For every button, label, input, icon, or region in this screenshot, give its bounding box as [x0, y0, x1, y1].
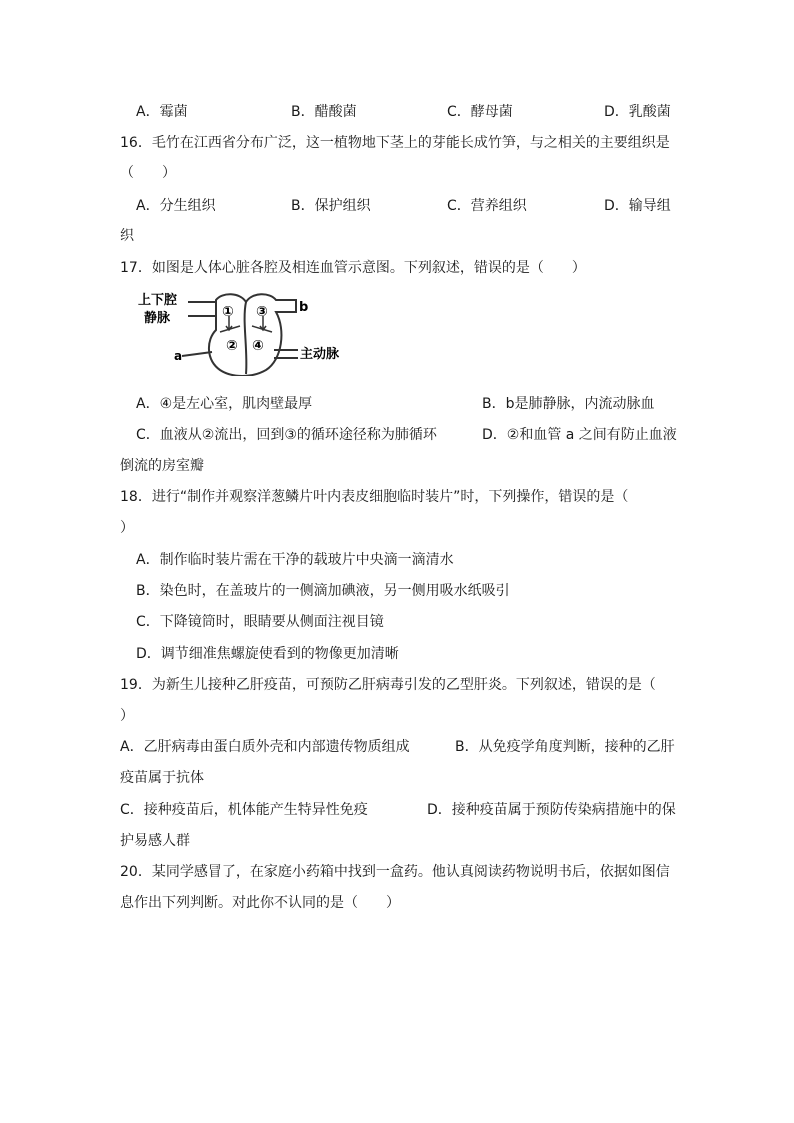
- q17-option-a: A．④是左心室，肌肉壁最厚: [136, 396, 313, 412]
- q18-option-b: B．染色时，在盖玻片的一侧滴加碘液，另一侧用吸水纸吸引: [136, 583, 510, 599]
- label-a: a: [174, 349, 183, 363]
- chamber-1: ①: [222, 304, 234, 320]
- vessel-a: [182, 352, 212, 356]
- heart-diagram: [136, 290, 364, 376]
- q16-option-d: D．输导组: [604, 198, 671, 214]
- q18-stem-line1: 18．进行“制作并观察洋葱鳞片叶内表皮细胞临时装片”时，下列操作，错误的是（: [120, 489, 629, 505]
- q19-option-d-continued: 护易感人群: [120, 833, 190, 849]
- q17-option-d-continued: 倒流的房室瓣: [120, 458, 204, 474]
- q19-option-b-continued: 疫苗属于抗体: [120, 770, 204, 786]
- chamber-3: ③: [256, 304, 268, 320]
- q16-option-c: C．营养组织: [447, 198, 527, 214]
- q18-option-d: D．调节细准焦螺旋使看到的物像更加清晰: [136, 646, 399, 662]
- q17-option-c: C．血液从②流出，回到③的循环途径称为肺循环: [136, 427, 437, 443]
- label-b: b: [299, 300, 309, 315]
- label-vena-cava-line2: 静脉: [144, 311, 171, 326]
- q19-option-b: B．从免疫学角度判断，接种的乙肝: [455, 739, 675, 755]
- chamber-2: ②: [226, 338, 238, 354]
- q16-stem-line1: 16．毛竹在江西省分布广泛，这一植物地下茎上的芽能长成竹笋，与之相关的主要组织是: [120, 135, 670, 151]
- q17-option-d: D．②和血管 a 之间有防止血液: [482, 427, 677, 443]
- q17-stem: 17．如图是人体心脏各腔及相连血管示意图。下列叙述，错误的是（ ）: [120, 260, 586, 276]
- q19-stem-line1: 19．为新生儿接种乙肝疫苗，可预防乙肝病毒引发的乙型肝炎。下列叙述，错误的是（: [120, 677, 656, 693]
- q15-option-d: D．乳酸菌: [604, 104, 671, 120]
- label-aorta: 主动脉: [300, 347, 340, 362]
- q16-option-a: A．分生组织: [136, 198, 216, 214]
- q18-option-c: C．下降镜筒时，眼睛要从侧面注视目镜: [136, 614, 384, 630]
- label-vena-cava-line1: 上下腔: [138, 293, 178, 308]
- q19-option-a: A．乙肝病毒由蛋白质外壳和内部遗传物质组成: [120, 739, 410, 755]
- q16-stem-line2: （ ）: [120, 165, 176, 181]
- q18-option-a: A．制作临时装片需在干净的载玻片中央滴一滴清水: [136, 552, 454, 568]
- q16-option-b: B．保护组织: [291, 198, 371, 214]
- q17-option-b: B．b是肺静脉，内流动脉血: [482, 396, 655, 412]
- q20-stem-line1: 20．某同学感冒了，在家庭小药箱中找到一盒药。他认真阅读药物说明书后，依据如图信: [120, 864, 670, 880]
- q18-stem-line2: ）: [120, 520, 134, 536]
- chamber-4: ④: [252, 338, 264, 354]
- q19-option-d: D．接种疫苗属于预防传染病措施中的保: [427, 802, 676, 818]
- q15-option-a: A．霉菌: [136, 104, 188, 120]
- q19-option-c: C．接种疫苗后，机体能产生特异性免疫: [120, 802, 368, 818]
- q15-option-b: B．醋酸菌: [291, 104, 357, 120]
- q19-stem-line2: ）: [120, 708, 134, 724]
- q16-option-d-continued: 织: [120, 228, 134, 244]
- q15-option-c: C．酵母菌: [447, 104, 513, 120]
- q20-stem-line2: 息作出下列判断。对此你不认同的是（ ）: [120, 895, 400, 911]
- vena-cava-vessel: [188, 302, 216, 316]
